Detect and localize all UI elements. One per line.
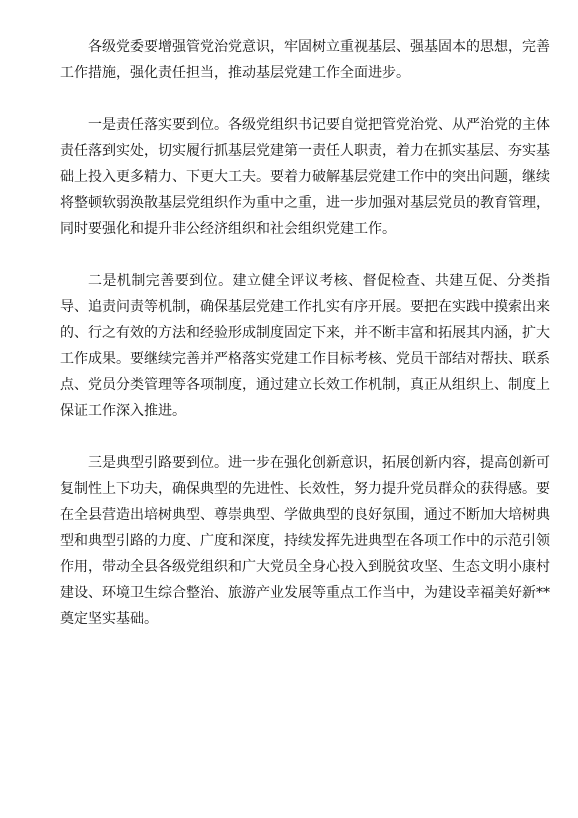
paragraph-intro: 各级党委要增强管党治党意识，牢固树立重视基层、强基固本的思想，完善工作措施，强化责任担当，推动基层党建工作全面进步。 — [60, 39, 550, 81]
paragraph-mechanism: 二是机制完善要到位。建立健全评议考核、督促检查、共建互促、分类指导、追责问责等机制，确保基层党建工作扎实有序开展。要把在实践中摸索出来的、行之有效的方法和经验形成制度固定下来，并不断丰富和拓展其内涵，扩大工作成果。要继续完善并严格落实党建工作目标考核、党员干部结对帮扶、联系点、党员分类管理等各项制度，通过建立长效工作机制，真正从组织上、制度上保证工作深入推进。 — [60, 273, 550, 419]
paragraph-responsibility: 一是责任落实要到位。各级党组织书记要自觉把管党治党、从严治党的主体责任落到实处，切实履行抓基层党建第一责任人职责，着力在抓实基层、夯实基础上投入更多精力、下更大工夫。要着力破解基层党建工作中的突出问题，继续将整顿软弱涣散基层党组织作为重中之重，进一步加强对基层党员的教育管理，同时要强化和提升非公经济组织和社会组织党建工作。 — [60, 117, 550, 237]
paragraph-typical-models: 三是典型引路要到位。进一步在强化创新意识，拓展创新内容，提高创新可复制性上下功夫，确保典型的先进性、长效性，努力提升党员群众的获得感。要在全县营造出培树典型、尊崇典型、学做典型的良好氛围，通过不断加大培树典型和典型引路的力度、广度和深度，持续发挥先进典型在各项工作中的示范引领作用，带动全县各级党组织和广大党员全身心投入到脱贫攻坚、生态文明小康村建设、环境卫生综合整治、旅游产业发展等重点工作当中，为建设幸福美好新**奠定坚实基础。 — [60, 455, 550, 627]
